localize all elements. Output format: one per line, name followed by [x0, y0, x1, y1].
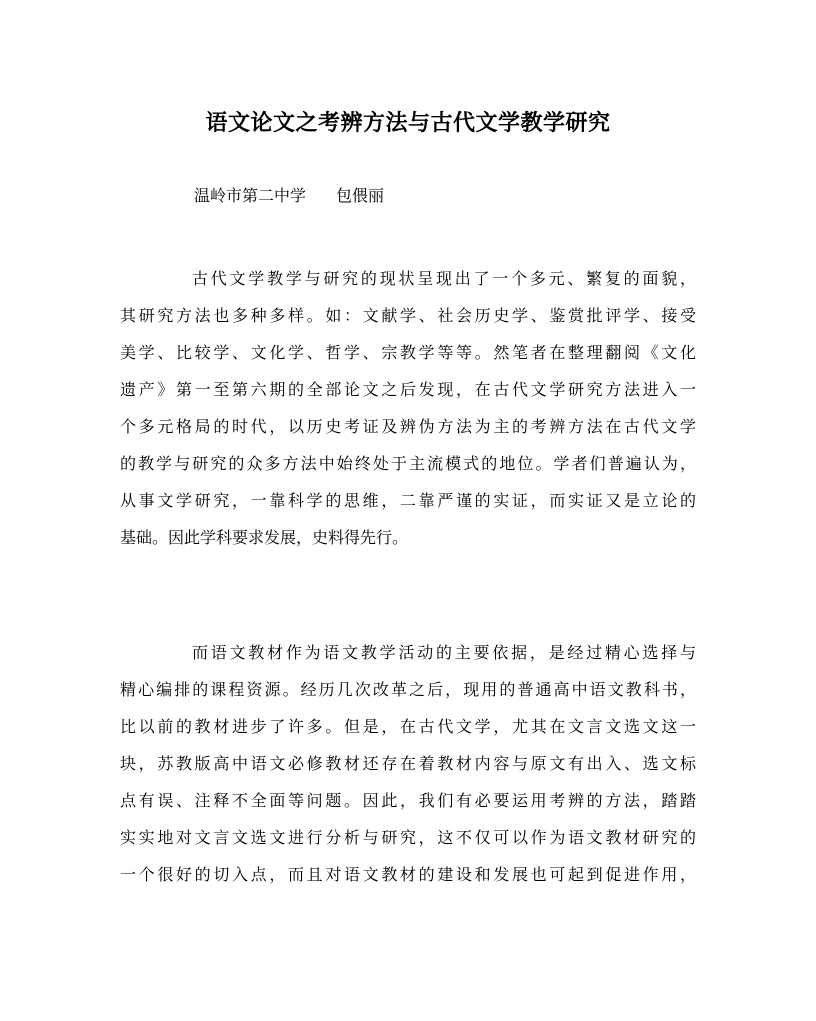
paragraph-line: 遗产》第一至第六期的全部论文之后发现，在古代文学研究方法进入一 — [120, 380, 696, 399]
paragraph-line: 个多元格局的时代，以历史考证及辨伪方法为主的考辨方法在古代文学 — [120, 417, 696, 436]
paragraph-line: 精心编排的课程资源。经历几次改革之后，现用的普通高中语文教科书， — [120, 680, 696, 699]
paragraph-line: 块，苏教版高中语文必修教材还存在着教材内容与原文有出入、选文标 — [120, 754, 696, 773]
paragraph-line: 实实地对文言文选文进行分析与研究，这不仅可以作为语文教材研究的 — [120, 828, 696, 847]
school-name: 温岭市第二中学 — [194, 186, 307, 205]
paragraph-line: 美学、比较学、文化学、哲学、宗教学等等。然笔者在整理翻阅《文化 — [120, 343, 696, 362]
paragraph-line: 而语文教材作为语文教学活动的主要依据，是经过精心选择与 — [192, 643, 696, 662]
paragraph-line: 基础。因此学科要求发展，史料得先行。 — [120, 528, 409, 547]
byline — [194, 185, 384, 207]
paragraph-line: 点有误、注释不全面等问题。因此，我们有必要运用考辨的方法，踏踏 — [120, 791, 696, 810]
paragraph-line: 从事文学研究，一靠科学的思维，二靠严谨的实证，而实证又是立论的 — [120, 491, 696, 510]
paragraph-line: 比以前的教材进步了许多。但是，在古代文学，尤其在文言文选文这一 — [120, 717, 696, 736]
paragraph-line: 一个很好的切入点，而且对语文教材的建设和发展也可起到促进作用， — [120, 865, 696, 884]
author-name: 包偎丽 — [336, 186, 385, 205]
paragraph-line: 其研究方法也多种多样。如：文献学、社会历史学、鉴赏批评学、接受 — [120, 306, 696, 325]
paragraph-2 — [120, 634, 696, 893]
paragraph-1 — [120, 260, 696, 556]
paragraph-line: 古代文学教学与研究的现状呈现出了一个多元、繁复的面貌， — [192, 269, 696, 288]
paragraph-line: 的教学与研究的众多方法中始终处于主流模式的地位。学者们普遍认为， — [120, 454, 696, 473]
document-title: 语文论文之考辨方法与古代文学教学研究 — [205, 110, 611, 136]
